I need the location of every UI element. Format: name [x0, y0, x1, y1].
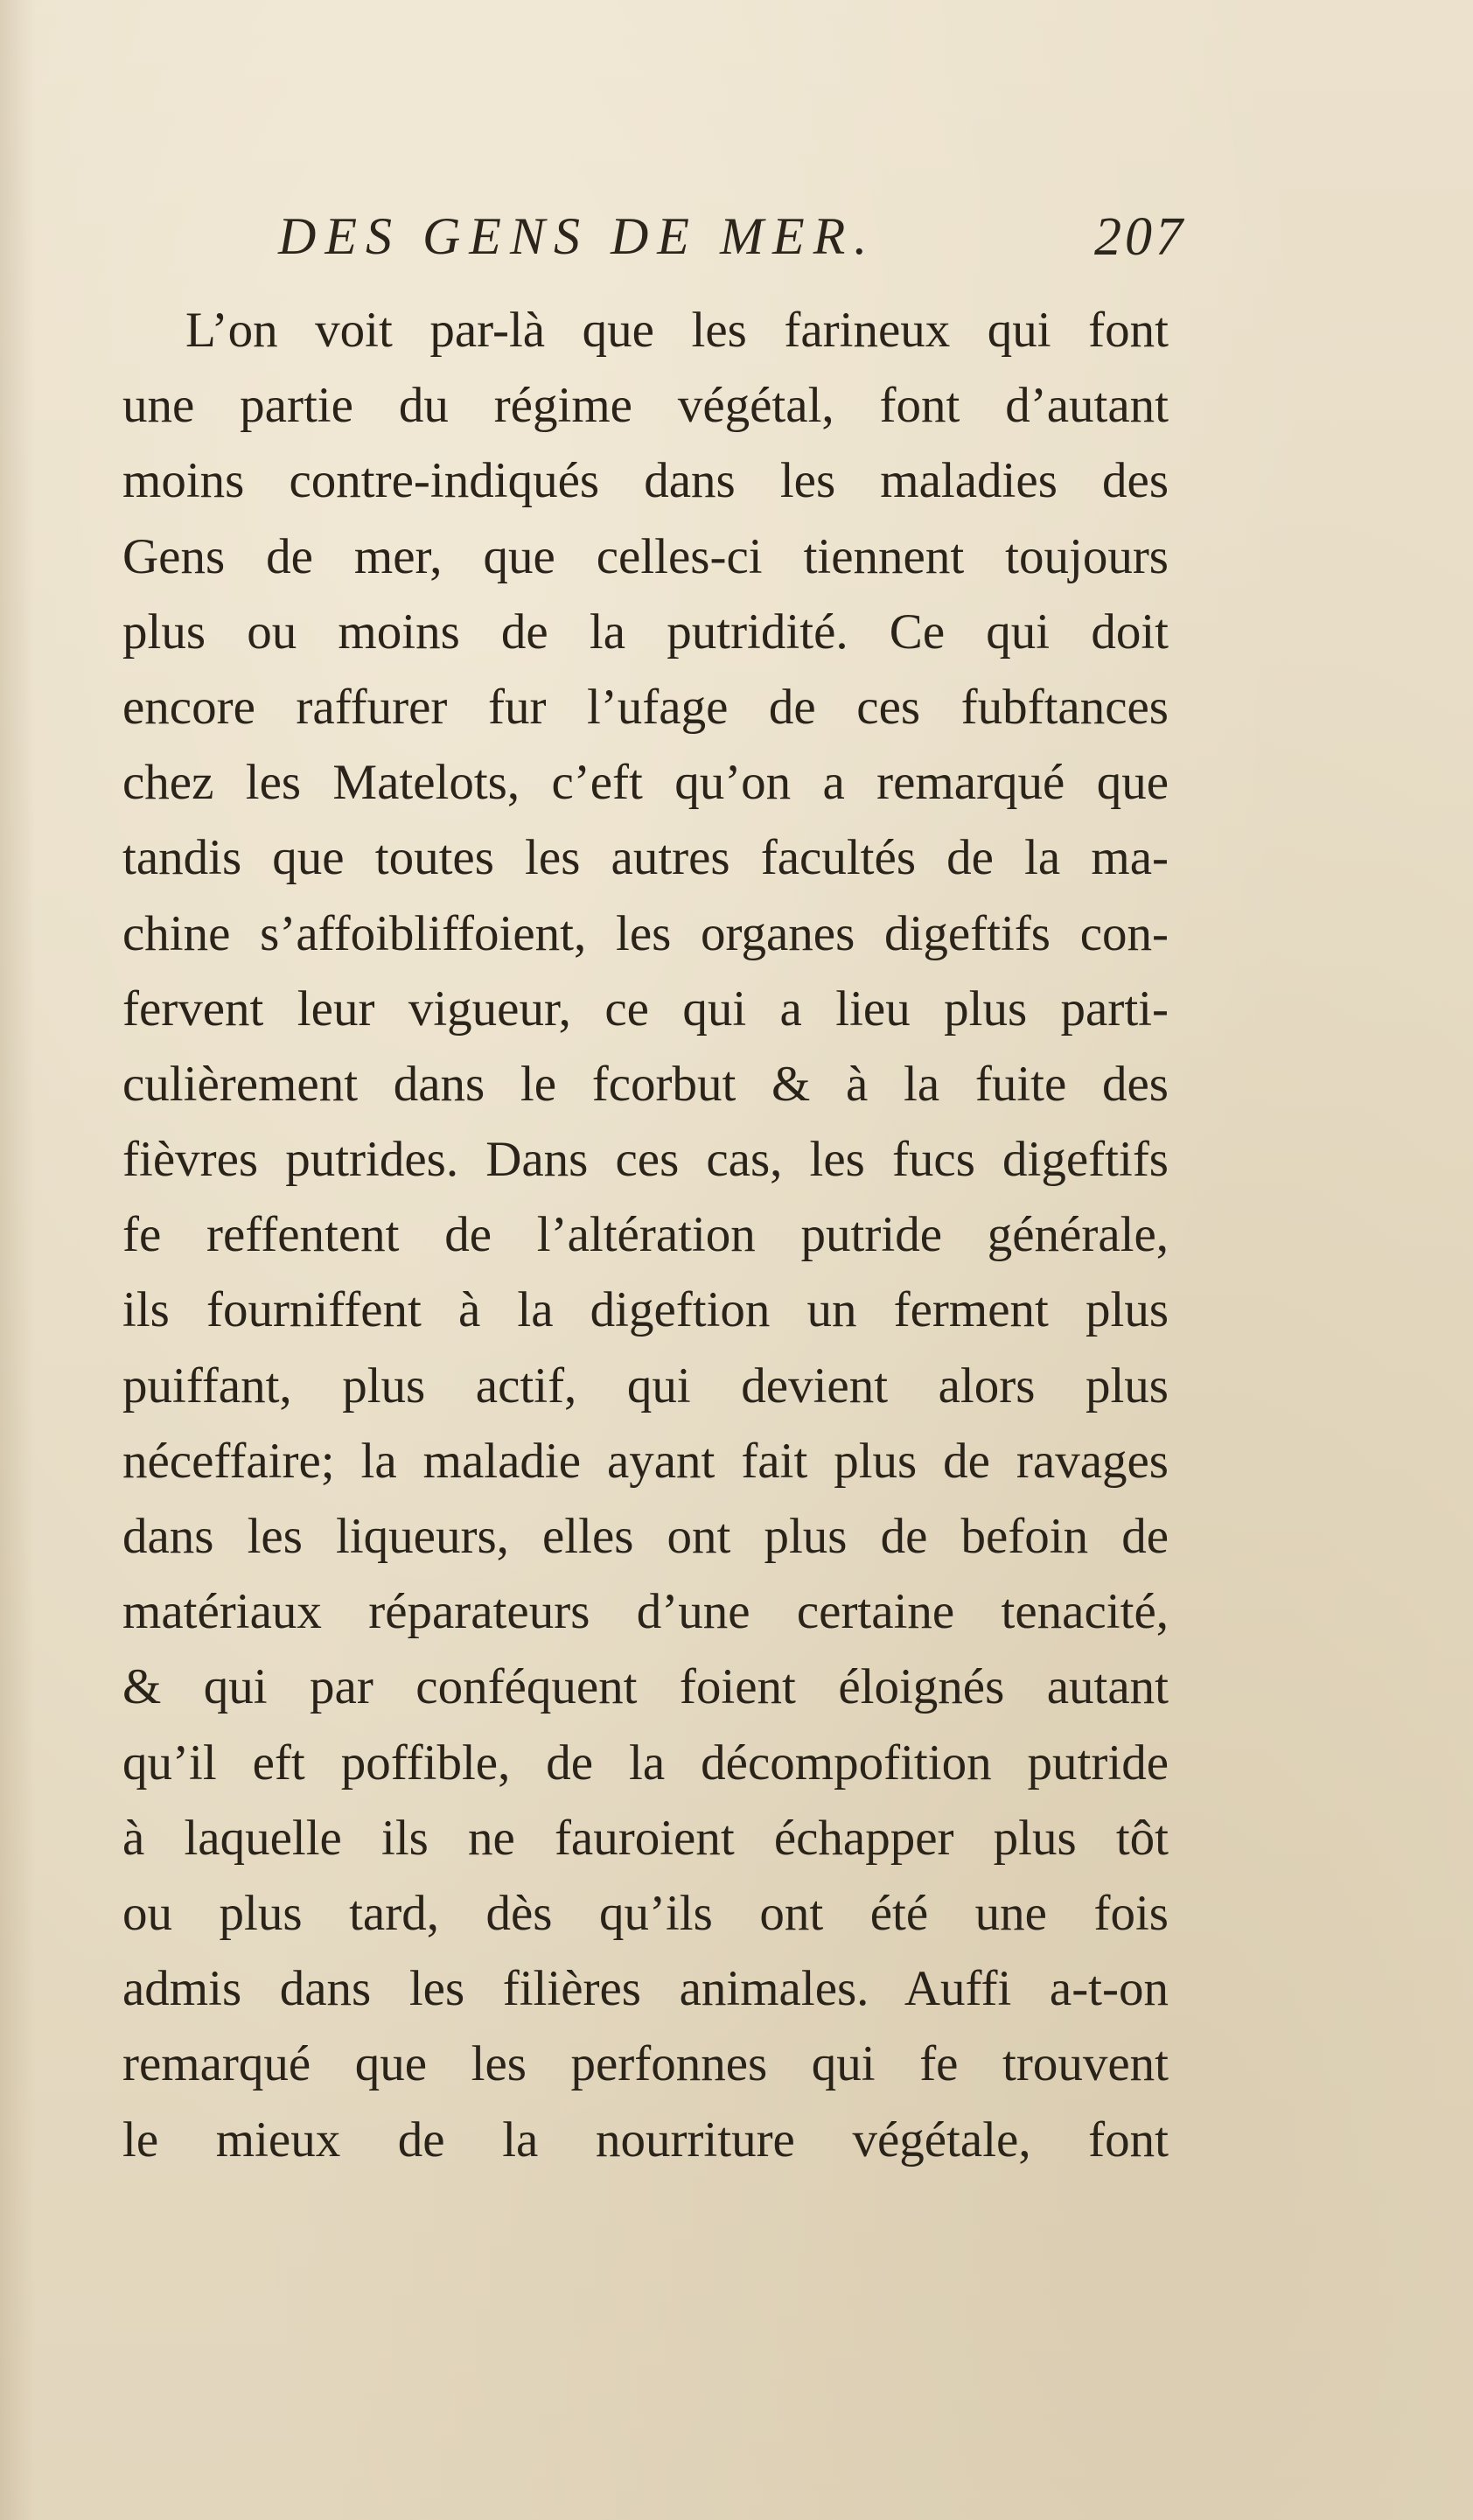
text-line: néceffaire; la maladie ayant fait plus de ravages	[122, 1433, 1169, 1489]
text-line: Gens de mer, que celles-ci tiennent toujours	[122, 528, 1169, 584]
text-line: puiffant, plus actif, qui devient alors plus	[122, 1358, 1169, 1414]
text-line: ou plus tard, dès qu’ils ont été une fois	[122, 1885, 1169, 1941]
text-line: le mieux de la nourriture végétale, font	[122, 2112, 1169, 2167]
text-line: encore raffurer fur l’ufage de ces fubftances	[122, 679, 1169, 735]
text-line: dans les liqueurs, elles ont plus de befoin de	[122, 1509, 1169, 1564]
text-line: L’on voit par-là que les farineux qui font	[185, 303, 1169, 358]
text-line: moins contre-indiqués dans les maladies des	[122, 453, 1169, 509]
text-line: remarqué que les perfonnes qui fe trouvent	[122, 2036, 1169, 2092]
text-line: ils fourniffent à la digeftion un ferment plus	[122, 1282, 1169, 1338]
text-line: fièvres putrides. Dans ces cas, les fucs digeftifs	[122, 1132, 1169, 1188]
text-line: culièrement dans le fcorbut & à la fuite des	[122, 1056, 1169, 1112]
text-line: admis dans les filières animales. Auffi a-t-on	[122, 1961, 1169, 2017]
text-line: chine s’affoibliffoient, les organes digeftifs con-	[122, 905, 1169, 961]
body-text	[122, 293, 1169, 2178]
running-head-title: DES GENS DE MER.	[278, 207, 876, 265]
text-line: fe reffentent de l’altération putride générale,	[122, 1207, 1169, 1263]
page-number: 207	[1094, 207, 1186, 267]
text-line: une partie du régime végétal, font d’autant	[122, 378, 1169, 434]
text-line: matériaux réparateurs d’une certaine tenacité,	[122, 1584, 1169, 1640]
text-line: chez les Matelots, c’eft qu’on a remarqué que	[122, 755, 1169, 811]
text-line: & qui par conféquent foient éloignés autant	[122, 1659, 1169, 1715]
text-line: qu’il eft poffible, de la décompofition putride	[122, 1735, 1169, 1791]
running-head	[278, 206, 1186, 276]
text-line: à laquelle ils ne fauroient échapper plus tôt	[122, 1810, 1169, 1866]
text-line: plus ou moins de la putridité. Ce qui doit	[122, 604, 1169, 660]
text-line: tandis que toutes les autres facultés de la ma-	[122, 830, 1169, 886]
text-line: fervent leur vigueur, ce qui a lieu plus parti-	[122, 981, 1169, 1037]
